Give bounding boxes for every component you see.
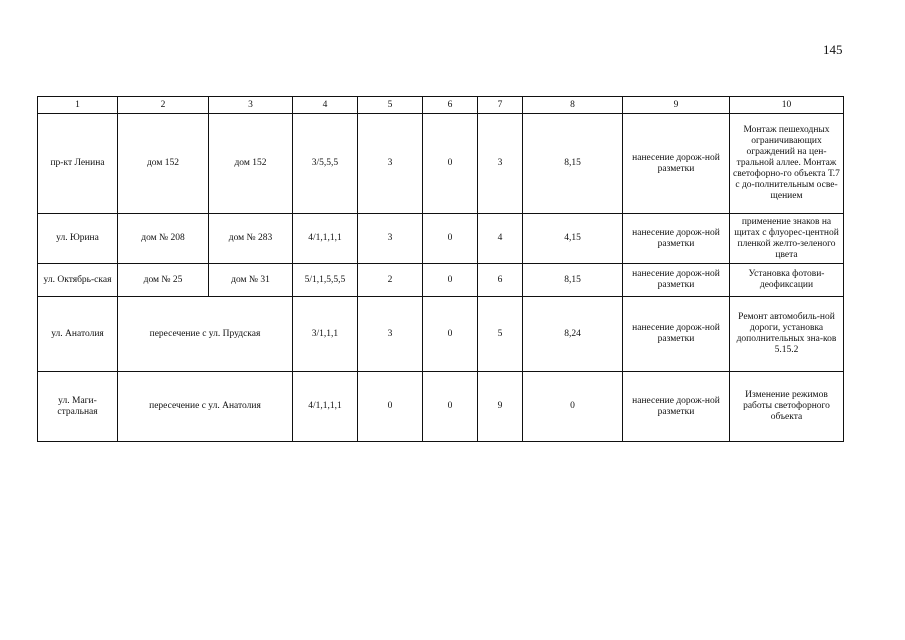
street-cell: ул. Анатолия [38, 297, 118, 372]
table-row [38, 114, 844, 214]
value-cell: 0 [423, 297, 478, 372]
value-cell: 0 [423, 114, 478, 214]
street-cell: пр-кт Ленина [38, 114, 118, 214]
to-cell: дом № 283 [209, 214, 293, 264]
header-cell: 1 [38, 97, 118, 114]
from-cell: дом 152 [118, 114, 209, 214]
table-row [38, 214, 844, 264]
header-cell: 10 [730, 97, 844, 114]
table-row [38, 297, 844, 372]
lanes-cell: 4/1,1,1,1 [293, 214, 358, 264]
header-cell: 8 [523, 97, 623, 114]
lanes-cell: 5/1,1,5,5,5 [293, 264, 358, 297]
from-cell: дом № 25 [118, 264, 209, 297]
intersection-cell: пересечение с ул. Прудская [118, 297, 293, 372]
lanes-cell: 4/1,1,1,1 [293, 372, 358, 442]
measure-cell: нанесение дорож-ной разметки [623, 297, 730, 372]
value-cell: 0 [423, 372, 478, 442]
value-cell: 3 [358, 297, 423, 372]
header-cell: 7 [478, 97, 523, 114]
value-cell: 3 [358, 114, 423, 214]
value-cell: 3 [478, 114, 523, 214]
header-cell: 4 [293, 97, 358, 114]
header-cell: 5 [358, 97, 423, 114]
lanes-cell: 3/5,5,5 [293, 114, 358, 214]
header-cell: 9 [623, 97, 730, 114]
page-number: 145 [823, 42, 843, 57]
value-cell: 4 [478, 214, 523, 264]
road-works-table [37, 96, 844, 442]
value-cell: 8,24 [523, 297, 623, 372]
action-cell: Монтаж пешеходных ограничивающих ограждений на цен-тральной аллее. Монтаж светофорно-го объекта Т.7 с до-полнительным осве-щением [730, 114, 844, 214]
header-cell: 6 [423, 97, 478, 114]
value-cell: 2 [358, 264, 423, 297]
value-cell: 4,15 [523, 214, 623, 264]
intersection-cell: пересечение с ул. Анатолия [118, 372, 293, 442]
action-cell: Установка фотови-деофиксации [730, 264, 844, 297]
measure-cell: нанесение дорож-ной разметки [623, 264, 730, 297]
table-row [38, 372, 844, 442]
value-cell: 6 [478, 264, 523, 297]
street-cell: ул. Юрина [38, 214, 118, 264]
header-row [38, 97, 844, 114]
value-cell: 0 [423, 264, 478, 297]
action-cell: Изменение режимов работы светофорного объекта [730, 372, 844, 442]
to-cell: дом № 31 [209, 264, 293, 297]
value-cell: 0 [523, 372, 623, 442]
measure-cell: нанесение дорож-ной разметки [623, 372, 730, 442]
measure-cell: нанесение дорож-ной разметки [623, 214, 730, 264]
header-cell: 3 [209, 97, 293, 114]
from-cell: дом № 208 [118, 214, 209, 264]
action-cell: Ремонт автомобиль-ной дороги, установка дополнительных зна-ков 5.15.2 [730, 297, 844, 372]
value-cell: 8,15 [523, 264, 623, 297]
value-cell: 5 [478, 297, 523, 372]
header-cell: 2 [118, 97, 209, 114]
value-cell: 0 [423, 214, 478, 264]
action-cell: применение знаков на щитах с флуорес-центной пленкой желто-зеленого цвета [730, 214, 844, 264]
value-cell: 0 [358, 372, 423, 442]
to-cell: дом 152 [209, 114, 293, 214]
value-cell: 8,15 [523, 114, 623, 214]
street-cell: ул. Маги-стральная [38, 372, 118, 442]
measure-cell: нанесение дорож-ной разметки [623, 114, 730, 214]
lanes-cell: 3/1,1,1 [293, 297, 358, 372]
value-cell: 9 [478, 372, 523, 442]
value-cell: 3 [358, 214, 423, 264]
street-cell: ул. Октябрь-ская [38, 264, 118, 297]
table-row [38, 264, 844, 297]
